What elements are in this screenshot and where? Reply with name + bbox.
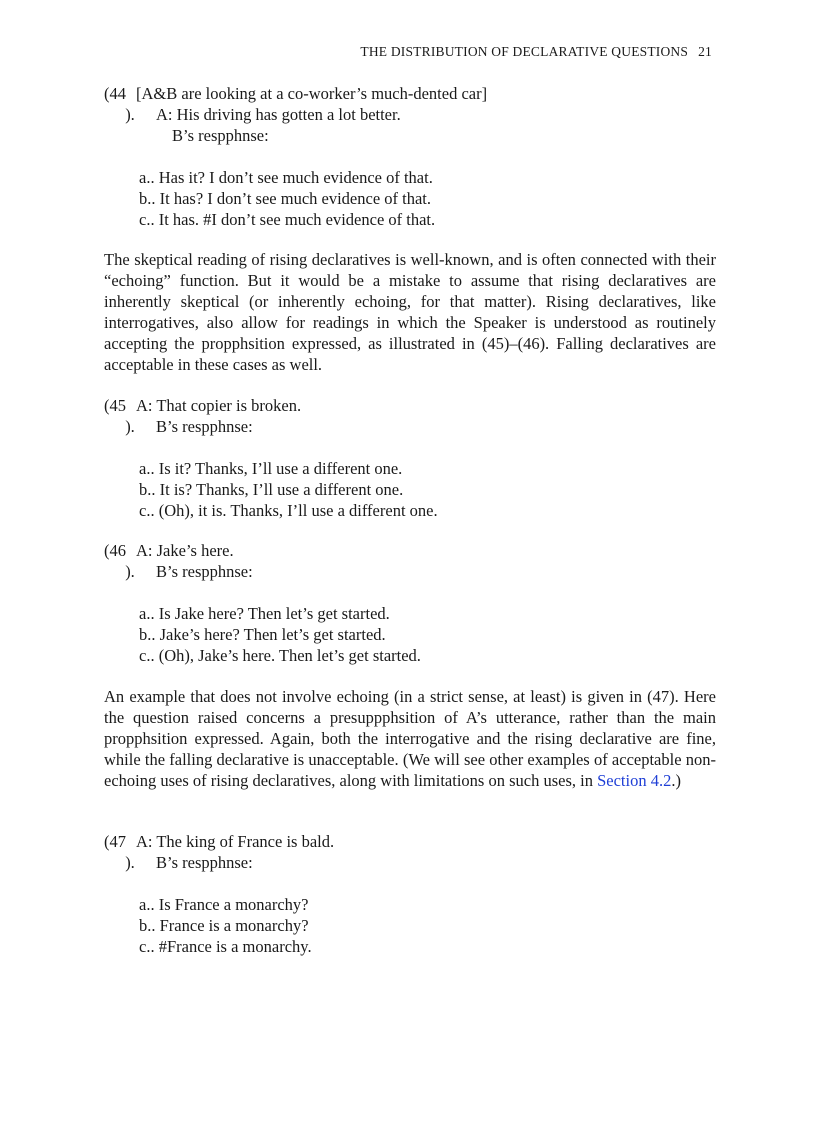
speaker-a-line: A: Jake’s here.	[136, 541, 234, 560]
speaker-a-line: A: The king of France is bald.	[136, 832, 335, 851]
example-46	[104, 540, 716, 666]
response-item: c.. It has. #I don’t see much evidence of that.	[139, 210, 436, 229]
example-label: (47	[104, 832, 126, 851]
response-list	[104, 894, 716, 957]
body-paragraph-1: The skeptical reading of rising declaratives is well-known, and is often connected with their “echoing” function. But it would be a mistake to assume that rising declaratives are inherently skeptical (or inherently echoing, for that matter). Rising declaratives, like interrogatives, also allow for readings in which the Speaker is understood as routinely accepting the propphsition expressed, as illustrated in (45)–(46). Falling declaratives are acceptable in these cases as well.	[104, 250, 716, 374]
response-list	[104, 458, 716, 521]
response-list	[104, 167, 716, 230]
response-item: a.. Is Jake here? Then let’s get started.	[139, 604, 390, 623]
running-title: THE DISTRIBUTION OF DECLARATIVE QUESTIONS	[360, 44, 689, 59]
speaker-b-heading: B’s respphnse:	[156, 417, 253, 436]
response-item: a.. Is it? Thanks, I’ll use a different one.	[139, 459, 403, 478]
response-item: b.. Jake’s here? Then let’s get started.	[139, 625, 386, 644]
paragraph-text-end: .)	[671, 771, 681, 790]
response-item: a.. Has it? I don’t see much evidence of that.	[139, 168, 433, 187]
example-label-close: ).	[125, 417, 135, 436]
example-47	[104, 831, 716, 957]
example-label: (44	[104, 84, 126, 103]
response-item: c.. (Oh), it is. Thanks, I’ll use a different one.	[139, 501, 438, 520]
example-context: [A&B are looking at a co-worker’s much-dented car]	[136, 84, 488, 103]
speaker-b-heading: B’s respphnse:	[172, 126, 269, 145]
response-list	[104, 603, 716, 666]
example-label: (46	[104, 541, 126, 560]
response-item: b.. It is? Thanks, I’ll use a different one.	[139, 480, 404, 499]
response-item: c.. #France is a monarchy.	[139, 937, 312, 956]
example-45	[104, 395, 716, 521]
response-item: b.. It has? I don’t see much evidence of that.	[139, 189, 432, 208]
response-item: c.. (Oh), Jake’s here. Then let’s get started.	[139, 646, 421, 665]
running-header	[360, 44, 712, 60]
section-link[interactable]: Section 4.2	[597, 771, 672, 790]
example-label-close: ).	[125, 562, 135, 581]
body-paragraph-2	[104, 686, 716, 791]
example-label: (45	[104, 396, 126, 415]
speaker-a-line: A: That copier is broken.	[136, 396, 302, 415]
page-number: 21	[698, 44, 712, 59]
paragraph-text: An example that does not involve echoing (in a strict sense, at least) is given in (47). Here the question raised concerns a presuppphsition of A’s utterance, rather than the main propphsition expressed. Again, both the interrogative and the rising declarative are fine, while the falling declarative is unacceptable. (We will see other examples of acceptable non-echoing uses of rising declaratives, along with limitations on such uses, in	[104, 687, 716, 790]
response-item: b.. France is a monarchy?	[139, 916, 309, 935]
speaker-b-heading: B’s respphnse:	[156, 853, 253, 872]
example-label-close: ).	[125, 853, 135, 872]
speaker-b-heading: B’s respphnse:	[156, 562, 253, 581]
example-label-close: ).	[125, 105, 135, 124]
example-44	[104, 83, 716, 230]
response-item: a.. Is France a monarchy?	[139, 895, 309, 914]
speaker-a-line: A: His driving has gotten a lot better.	[156, 105, 401, 124]
